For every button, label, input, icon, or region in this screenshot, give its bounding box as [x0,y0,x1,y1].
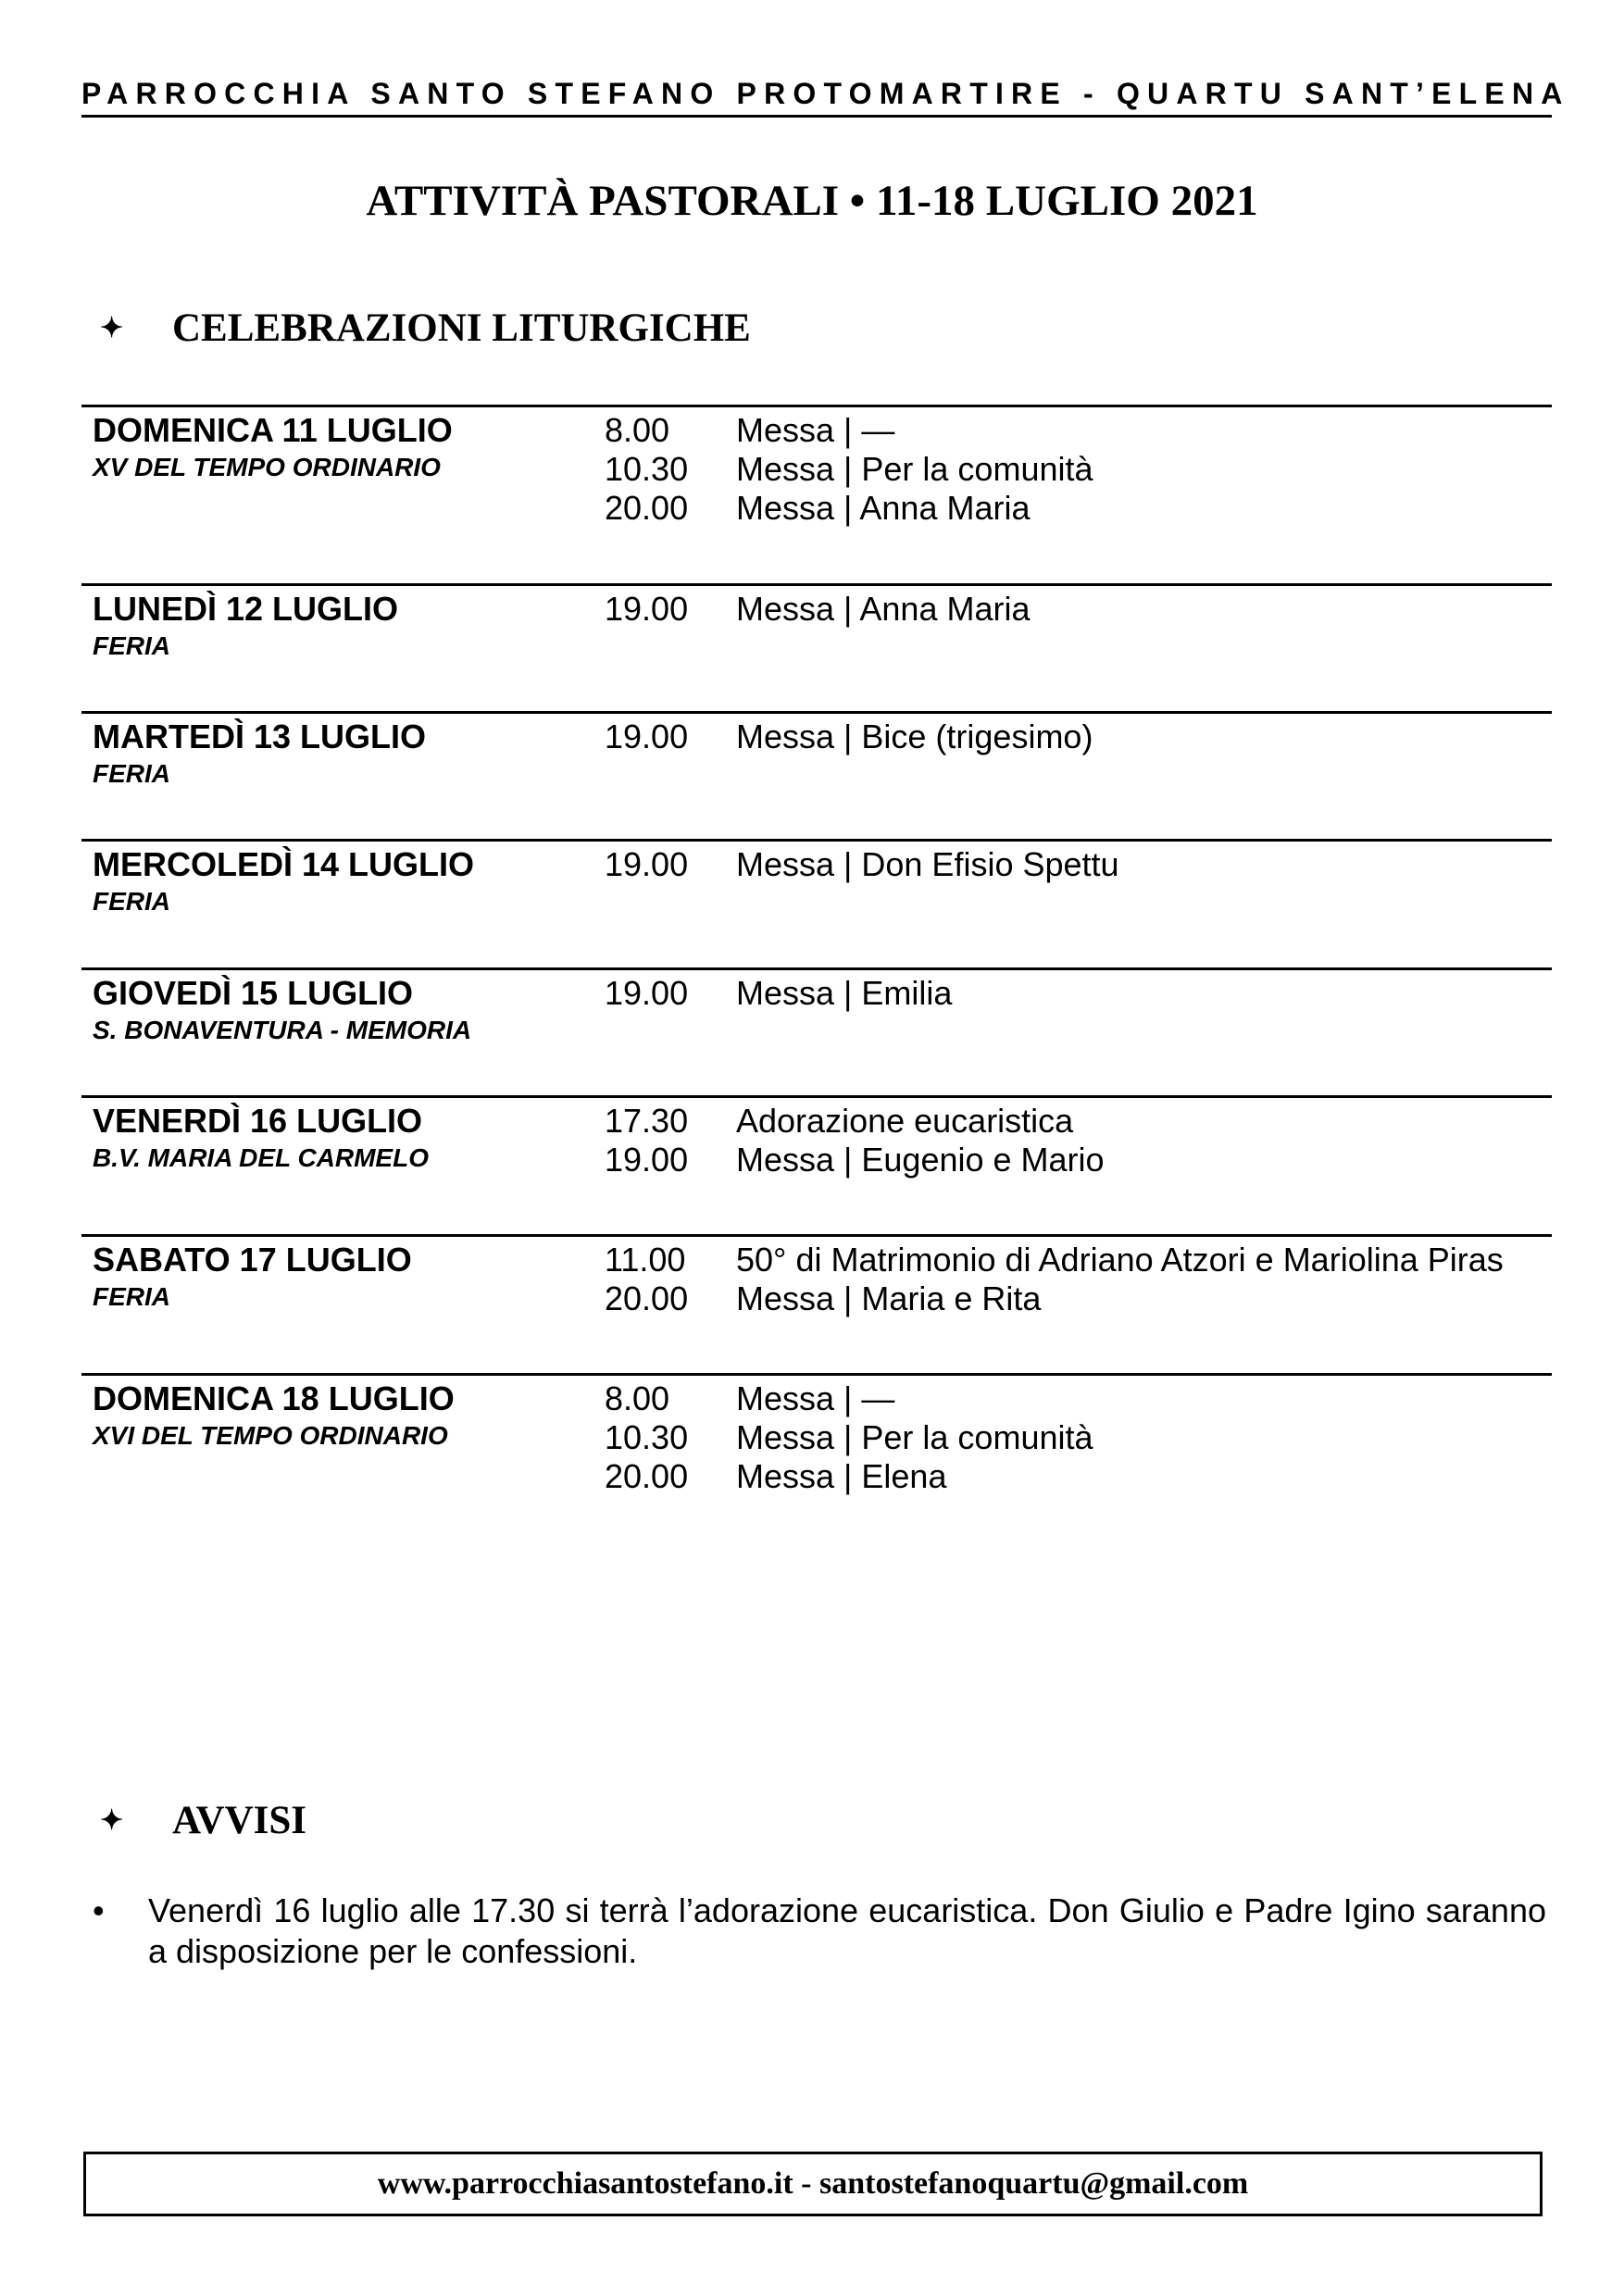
section-avvisi-heading [100,1798,306,1843]
event-description: Messa | Emilia [736,974,953,1012]
four-point-star-icon: ✦ [100,1805,124,1836]
day-name: DOMENICA 11 LUGLIO [93,411,453,449]
event-description: Messa | Eugenio e Mario [736,1141,1105,1179]
event-description: Messa | — [736,1379,895,1417]
event-time: 11.00 [605,1241,686,1279]
day-liturgy: FERIA [93,631,170,660]
day-name: SABATO 17 LUGLIO [93,1241,412,1279]
day-liturgy: XVI DEL TEMPO ORDINARIO [93,1421,448,1450]
event-description: Adorazione eucaristica [736,1102,1074,1140]
event-time: 10.30 [605,1418,689,1456]
day-row [81,839,1552,916]
event-time: 19.00 [605,590,689,628]
parish-header: PARROCCHIA SANTO STEFANO PROTOMARTIRE - QUARTU SANT’ELENA [81,72,1552,118]
bullet-icon: • [93,1891,105,1929]
event-time: 19.00 [605,845,689,883]
notice-text: Venerdì 16 luglio alle 17.30 si terrà l’adorazione eucaristica. Don Giulio e Padre Igino saranno a disposizione per le confessioni. [148,1891,1546,1970]
event-description: Messa | Bice (trigesimo) [736,718,1093,755]
event-time: 19.00 [605,974,689,1012]
day-row [81,1095,1552,1179]
section-celebrazioni-heading [100,306,751,351]
event-time: 20.00 [605,1457,689,1495]
day-liturgy: S. BONAVENTURA - MEMORIA [93,1016,472,1044]
event-description: Messa | Elena [736,1457,947,1495]
event-description: Messa | Per la comunità [736,1418,1093,1456]
page-title: ATTIVITÀ PASTORALI • 11-18 LUGLIO 2021 [366,177,1258,225]
day-liturgy: FERIA [93,887,170,916]
notice-item [93,1890,1546,1972]
day-row [81,405,1552,527]
event-time: 20.00 [605,489,689,527]
event-time: 19.00 [605,718,689,755]
event-time: 8.00 [605,1379,670,1417]
four-point-star-icon: ✦ [100,313,124,343]
event-description: Messa | — [736,411,895,449]
event-description: Messa | Anna Maria [736,590,1031,628]
event-description: Messa | Don Efisio Spettu [736,845,1119,883]
event-time: 20.00 [605,1279,689,1317]
day-name: DOMENICA 18 LUGLIO [93,1379,455,1417]
day-row [81,1373,1552,1495]
day-liturgy: FERIA [93,759,170,788]
day-name: MARTEDÌ 13 LUGLIO [93,718,427,755]
day-row [81,583,1552,660]
event-description: Messa | Per la comunità [736,450,1093,488]
event-time: 8.00 [605,411,670,449]
day-liturgy: XV DEL TEMPO ORDINARIO [93,453,441,481]
event-time: 10.30 [605,450,689,488]
footer-contacts: www.parrocchiasantostefano.it - santostefanoquartu@gmail.com [83,2152,1543,2216]
day-name: GIOVEDÌ 15 LUGLIO [93,974,414,1012]
day-row [81,967,1552,1044]
event-time: 19.00 [605,1141,689,1179]
section-avvisi-label: AVVISI [172,1799,306,1842]
event-description: 50° di Matrimonio di Adriano Atzori e Mariolina Piras [736,1241,1504,1279]
day-liturgy: FERIA [93,1282,170,1311]
day-liturgy: B.V. MARIA DEL CARMELO [93,1143,429,1172]
event-time: 17.30 [605,1102,689,1140]
day-row [81,1234,1552,1317]
notice-list [93,1890,1546,1972]
day-row [81,711,1552,788]
event-description: Messa | Maria e Rita [736,1279,1042,1317]
event-description: Messa | Anna Maria [736,489,1031,527]
day-name: VENERDÌ 16 LUGLIO [93,1102,423,1140]
day-name: MERCOLEDÌ 14 LUGLIO [93,845,475,883]
day-name: LUNEDÌ 12 LUGLIO [93,590,399,628]
section-celebrazioni-label: CELEBRAZIONI LITURGICHE [172,306,751,350]
